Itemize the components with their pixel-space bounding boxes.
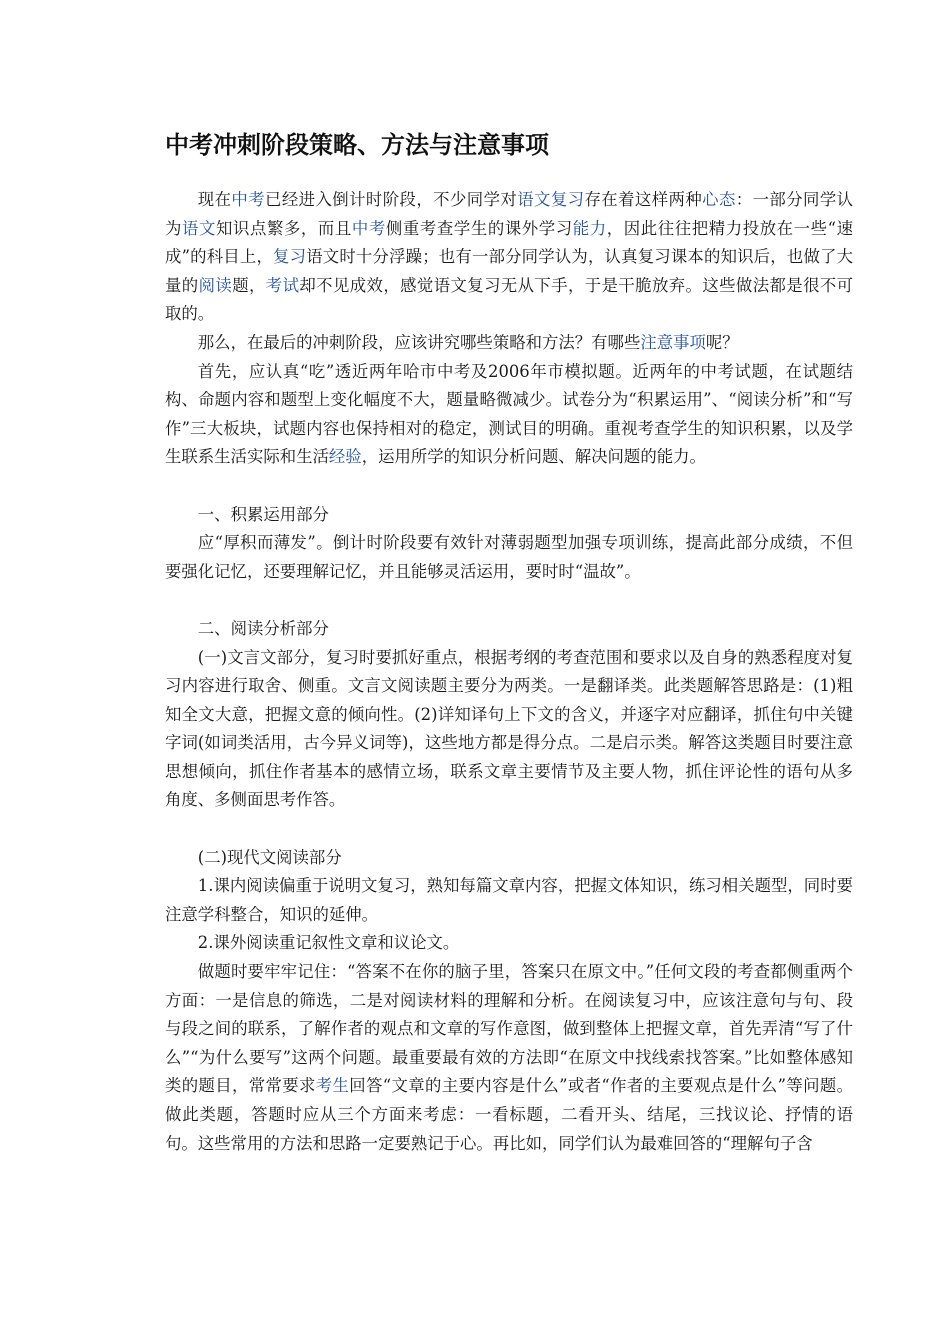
keyword-link[interactable]: 考生 [315,1076,350,1096]
keyword-link[interactable]: 注意事项 [640,332,706,352]
keyword-link[interactable]: 中考 [231,190,266,209]
paragraph-text: 语文时十分浮躁；也有一部分同学认为，认真复习课本的知识后，也做了大量的 [165,247,854,295]
document-title: 中考冲刺阶段策略、方法与注意事项 [165,131,549,159]
paragraph-text: 首先，应认真“吃”透近两年哈市中考及2006年市模拟题。近两年的中考试题，在试题结构、命题内容和题型上变化幅度不大，题量略微减少。试卷分为“积累运用”、“阅读分析”和“写作”三大板块，试题内容也保持相对的稳定，测试目的明确。重视考查学生的知识积累，以及学生联系生活实际和生活 [165,361,853,467]
paragraph [165,329,853,358]
keyword-link[interactable]: 语文复习 [517,190,585,209]
paragraph-text: 题， [232,275,266,295]
paragraph [165,958,853,1158]
paragraph [165,644,853,816]
document-body [165,120,853,1158]
keyword-link[interactable]: 语文 [182,218,216,238]
paragraph-text: 做题时要牢牢记住：“答案不在你的脑子里，答案只在原文中。”任何文段的考查都侧重两个方面：一是信息的筛选，二是对阅读材料的理解和分析。在阅读复习中，应该注意句与句、段与段之间的联系，了解作者的观点和文章的写作意图，做到整体上把握文章，首先弄清“写了什么”“为什么要写”这两个问题。最重要最有效的方法即“在原文中找线索找答案。”比如整体感知类的题目，常常要求 [165,962,853,1096]
paragraph-text: ，因此往往把精力投放在一些“速成”的科目上， [165,218,854,267]
paragraph-spacer [165,815,853,844]
paragraph [165,872,853,929]
keyword-link[interactable]: 阅读 [198,275,233,295]
paragraph-text: 应“厚积而薄发”。倒计时阶段要有效针对薄弱题型加强专项训练，提高此部分成绩，不但要强化记忆，还要理解记忆，并且能够灵活运用，要时时“温故”。 [165,533,853,581]
paragraph-text: 已经进入倒计时阶段，不少同学对 [265,190,518,209]
document-paragraphs [165,186,853,1158]
paragraph [165,358,853,472]
paragraph-spacer [165,472,853,501]
paragraph-text: 呢？ [705,332,739,352]
paragraph-text: 那么，在最后的冲刺阶段，应该讲究哪些策略和方法？有哪些 [197,332,641,352]
paragraph [165,529,853,586]
paragraph [165,186,853,329]
paragraph-spacer [165,586,853,615]
paragraph-text: ：一部分同学认为 [165,190,854,238]
paragraph-text: (一)文言文部分，复习时要抓好重点，根据考纲的考查范围和要求以及自身的熟悉程度对复习内容进行取舍、侧重。文言文阅读题主要分为两类。一是翻译类。此类题解答思路是：(1)粗知全文大意，把握文意的倾向性。(2)详知译句上下文的含义，并逐字对应翻译，抓住句中关键字词(如词类活用，古今异义词等)，这些地方都是得分点。二是启示类。解答这类题目时要注意思想倾向，抓住作者基本的感情立场，联系文章主要情节及主要人物，抓住评论性的语句从多角度、多侧面思考作答。 [165,647,853,810]
paragraph-text: 二、阅读分析部分 [197,618,329,638]
paragraph-text: 2.课外阅读重记叙性文章和议论文。 [197,933,460,953]
keyword-link[interactable]: 考试 [265,275,300,295]
keyword-link[interactable]: 能力 [572,218,607,238]
paragraph-text: 却不见成效，感觉语文复习无从下手，于是干脆放弃。这些做法都是很不可取的。 [165,275,854,324]
keyword-link[interactable]: 复习 [273,247,307,267]
paragraph-text: 一、积累运用部分 [197,504,329,524]
paragraph-text: ，运用所学的知识分析问题、解决问题的能力。 [361,447,706,467]
keyword-link[interactable]: 经验 [328,447,362,467]
paragraph-text: 知识点繁多，而且 [215,218,352,238]
keyword-link[interactable]: 中考 [351,218,386,238]
paragraph-text: 侧重考查学生的课外学习 [385,218,573,238]
paragraph-text: (二)现代文阅读部分 [197,847,342,867]
paragraph [165,844,853,873]
paragraph-text: 现在 [197,190,232,209]
paragraph-text: 存在着这样两种 [584,190,703,209]
keyword-link[interactable]: 心态 [702,190,736,209]
paragraph-text: 回答“文章的主要内容是什么”或者“作者的主要观点是什么”等问题。做此类题，答题时应从三个方面来考虑：一看标题，二看开头、结尾，三找议论、抒情的语句。这些常用的方法和思路一定要熟记于心。再比如，同学们认为最难回答的“理解句子含 [165,1076,853,1153]
paragraph [165,501,853,530]
paragraph [165,929,853,958]
paragraph-text: 1.课内阅读偏重于说明文复习，熟知每篇文章内容，把握文体知识，练习相关题型，同时要注意学科整合，知识的延伸。 [165,876,853,924]
paragraph [165,615,853,644]
